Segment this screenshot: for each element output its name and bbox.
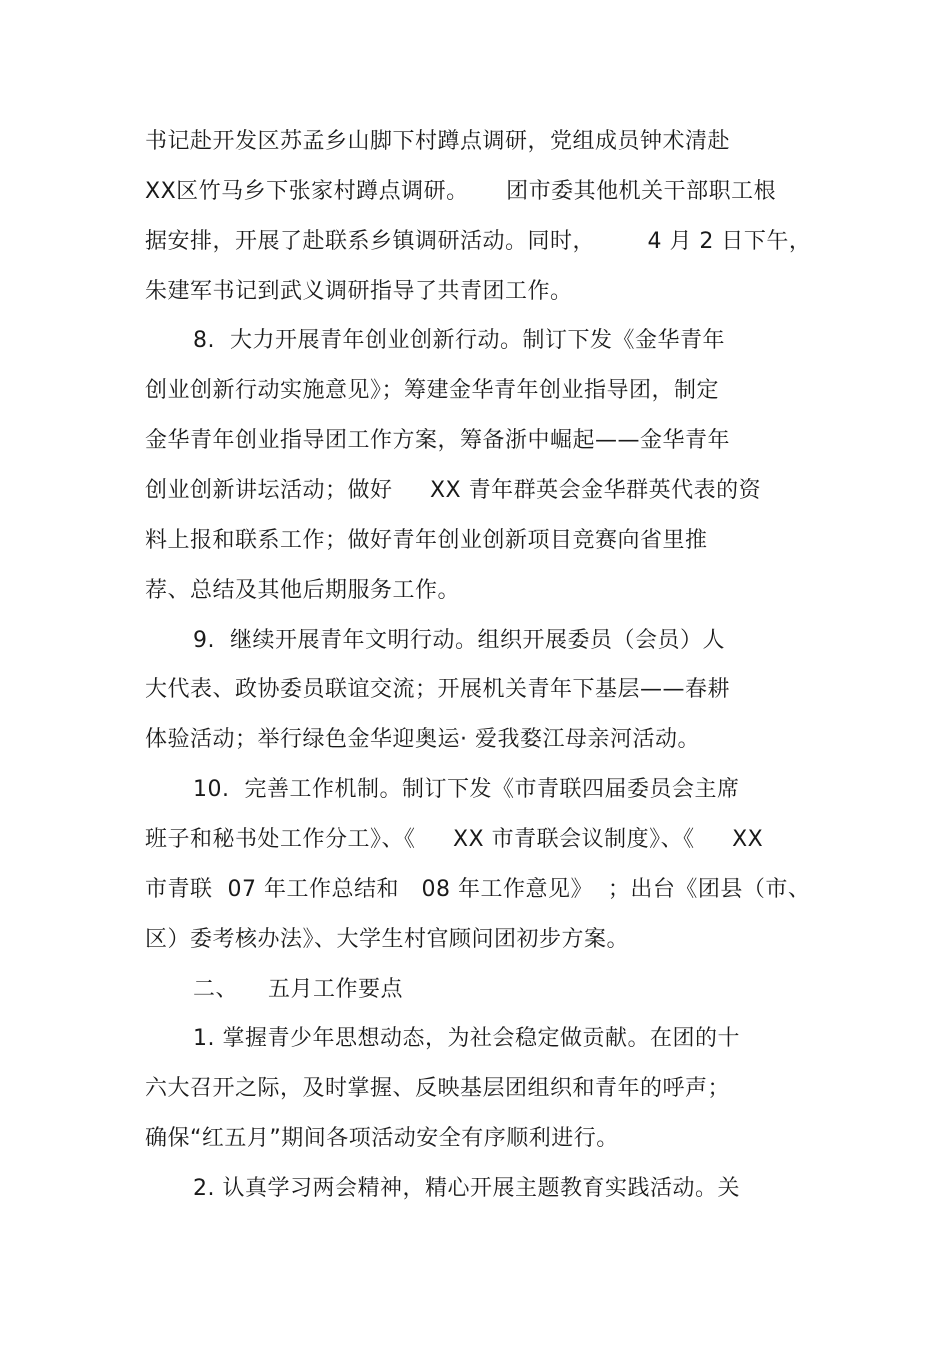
text-line: 据安排，开展了赴联系乡镇调研活动。同时， 4 月 2 日下午，	[145, 229, 812, 254]
paragraph-heading: 10. 完善工作机制。制订下发《市青联四届委员会主席	[193, 777, 740, 802]
text-line: 创业创新行动实施意见》；筹建金华青年创业指导团，制定	[145, 378, 720, 403]
text-line: 区）委考核办法》、大学生村官顾问团初步方案。	[145, 927, 630, 952]
text-line: 六大召开之际，及时掌握、反映基层团组织和青年的呼声；	[145, 1076, 731, 1101]
text-line: 班子和秘书处工作分工》、《 XX 市青联会议制度》、《 XX	[145, 827, 764, 852]
paragraph-heading: 8. 大力开展青年创业创新行动。制订下发《金华青年	[193, 328, 725, 353]
text-line: 市青联 07 年工作总结和 08 年工作意见》 ；出台《团县（市、	[145, 877, 811, 902]
text-line: 大代表、政协委员联谊交流；开展机关青年下基层——春耕	[145, 677, 731, 702]
paragraph-heading: 9. 继续开展青年文明行动。组织开展委员（会员）人	[193, 628, 725, 653]
text-line: 朱建军书记到武义调研指导了共青团工作。	[145, 279, 573, 304]
text-line: 创业创新讲坛活动；做好 XX 青年群英会金华群英代表的资	[145, 478, 762, 503]
text-line: 体验活动；举行绿色金华迎奥运· 爱我婺江母亲河活动。	[145, 727, 700, 752]
paragraph-heading: 1. 掌握青少年思想动态，为社会稳定做贡献。在团的十	[193, 1026, 740, 1051]
text-line: 料上报和联系工作；做好青年创业创新项目竞赛向省里推	[145, 528, 708, 553]
paragraph-heading: 2. 认真学习两会精神，精心开展主题教育实践活动。关	[193, 1176, 740, 1201]
text-line: 荐、总结及其他后期服务工作。	[145, 578, 461, 603]
text-line: 金华青年创业指导团工作方案，筹备浙中崛起——金华青年	[145, 428, 731, 453]
section-heading: 二、 五月工作要点	[193, 977, 403, 1002]
text-line: 书记赴开发区苏孟乡山脚下村蹲点调研，党组成员钟术清赴	[145, 129, 731, 154]
text-line: XX区竹马乡下张家村蹲点调研。 团市委其他机关干部职工根	[145, 179, 777, 204]
text-line: 确保“红五月”期间各项活动安全有序顺利进行。	[145, 1126, 619, 1151]
